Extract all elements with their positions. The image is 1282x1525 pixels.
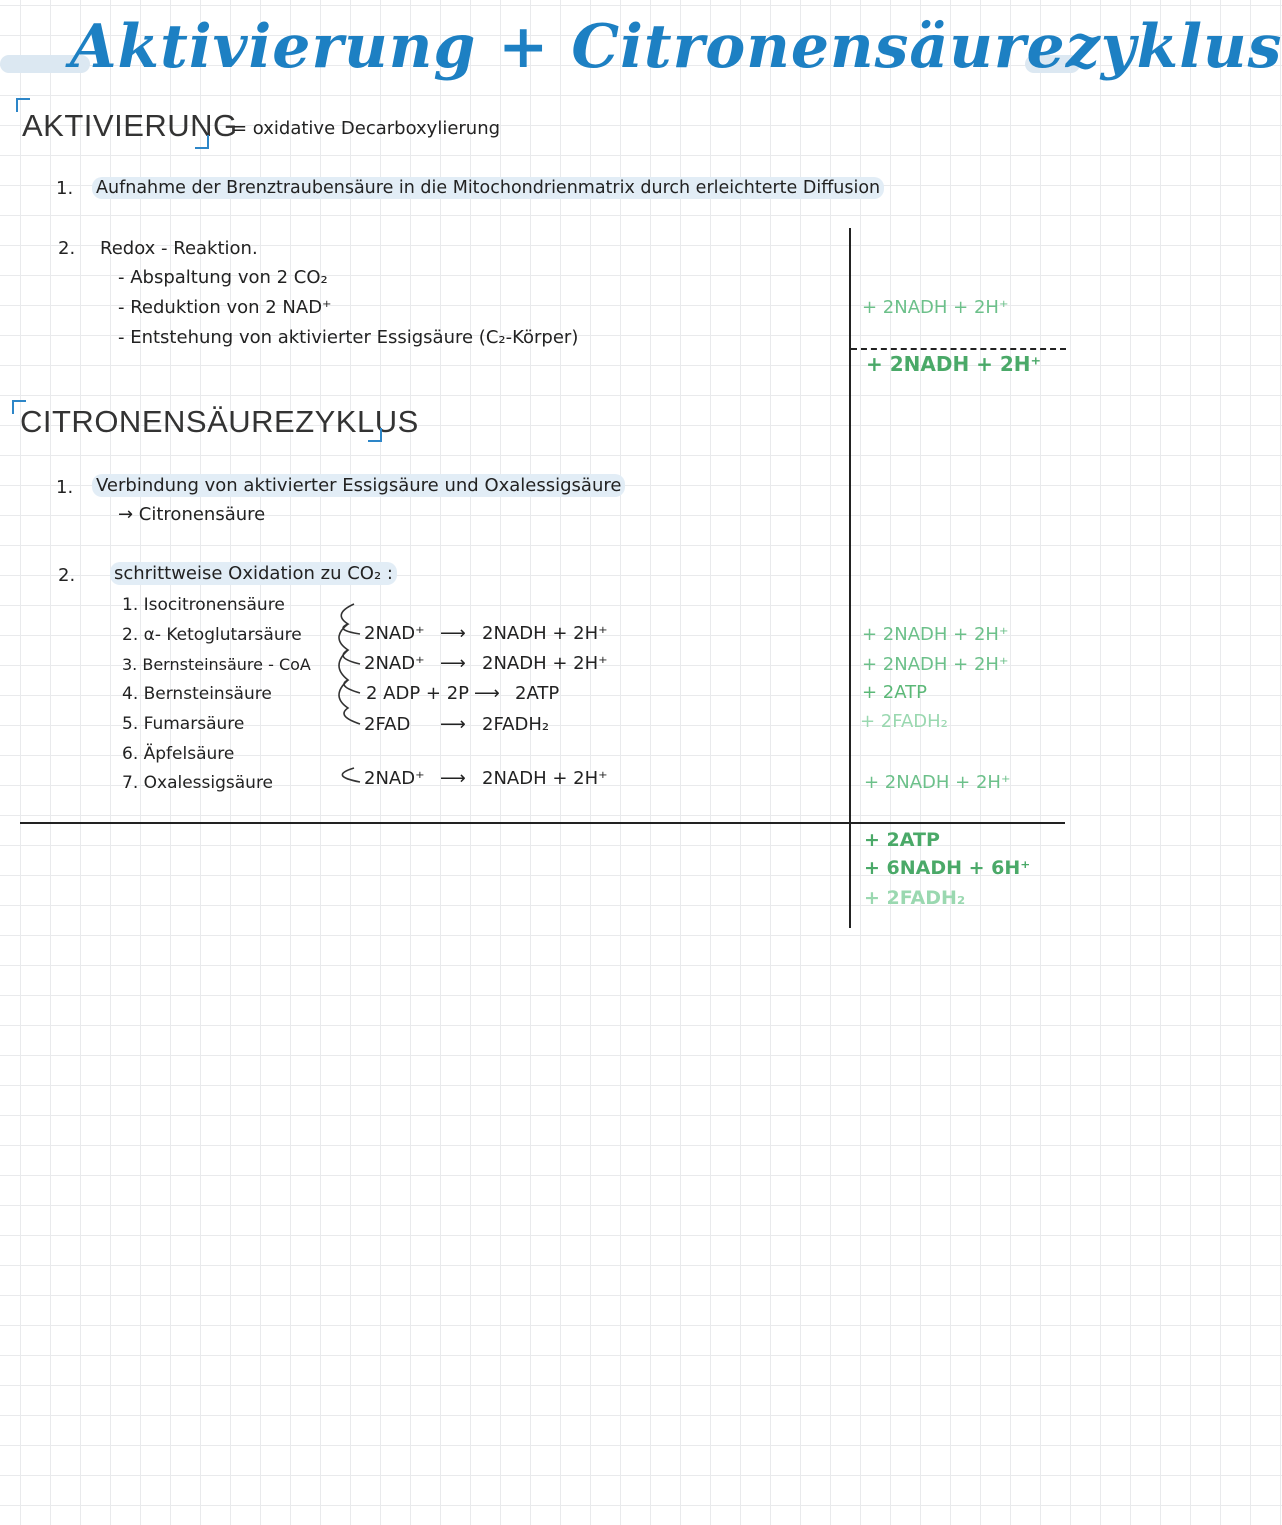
reaction-arrow: ⟶ (474, 683, 500, 704)
reaction-curved-arrows (326, 600, 366, 800)
zyklus-side-result: + 2NADH + 2H⁺ (862, 624, 1009, 645)
reaction-arrow: ⟶ (440, 623, 466, 644)
aktivierung-step1-text: Aufnahme der Brenztraubensäure in die Mitochondrienmatrix durch erleichterte Diffusion (92, 177, 884, 199)
reaction-to: 2NADH + 2H⁺ (482, 653, 608, 674)
zyklus-side-result: + 2ATP (862, 682, 928, 703)
section-heading-aktivierung: AKTIVIERUNG (22, 108, 238, 143)
aktivierung-side-total: + 2NADH + 2H⁺ (866, 352, 1042, 376)
substance-item: 3. Bernsteinsäure - CoA (122, 655, 311, 674)
zyklus-step2-text: schrittweise Oxidation zu CO₂ : (110, 562, 397, 585)
page-title: Aktivierung + Citronensäurezyklus (70, 12, 1282, 82)
aktivierung-bullet: - Entstehung von aktivierter Essigsäure (C₂-Körper) (118, 327, 579, 348)
reaction-arrow: ⟶ (440, 653, 466, 674)
aktivierung-bullet: - Reduktion von 2 NAD⁺ (118, 297, 332, 318)
zyklus-total-fadh2: + 2FADH₂ (864, 887, 966, 909)
heading-corner-bottom-right (195, 135, 209, 149)
zyklus-step2-number: 2. (58, 565, 76, 586)
zyklus-side-result: + 2NADH + 2H⁺ (862, 654, 1009, 675)
zyklus-step1-text: Verbindung von aktivierter Essigsäure und Oxalessigsäure (92, 474, 625, 497)
heading-corner-bottom-right (368, 428, 382, 442)
zyklus-side-result: + 2FADH₂ (860, 711, 948, 732)
aktivierung-definition: = oxidative Decarboxylierung (232, 118, 501, 139)
reaction-to: 2NADH + 2H⁺ (482, 768, 608, 789)
dashed-separator (851, 348, 1066, 350)
reaction-from: 2FAD (364, 714, 411, 735)
zyklus-total-atp: + 2ATP (864, 829, 940, 851)
reaction-arrow: ⟶ (440, 768, 466, 789)
reaction-to: 2FADH₂ (482, 714, 550, 735)
aktivierung-step1-number: 1. (56, 178, 74, 199)
aktivierung-step2-text: Redox - Reaktion. (100, 238, 258, 259)
reaction-from: 2NAD⁺ (364, 653, 425, 674)
zyklus-side-result: + 2NADH + 2H⁺ (864, 772, 1011, 793)
aktivierung-step2-number: 2. (58, 238, 76, 259)
substance-item: 7. Oxalessigsäure (122, 773, 274, 793)
substance-item: 2. α- Ketoglutarsäure (122, 625, 302, 645)
reaction-from: 2NAD⁺ (364, 768, 425, 789)
zyklus-step1-result: → Citronensäure (118, 504, 266, 525)
reaction-to: 2ATP (515, 683, 560, 704)
substance-item: 1. Isocitronensäure (122, 595, 285, 615)
reaction-arrow: ⟶ (440, 714, 466, 735)
substance-item: 4. Bernsteinsäure (122, 684, 272, 704)
zyklus-step1-number: 1. (56, 477, 74, 498)
reaction-to: 2NADH + 2H⁺ (482, 623, 608, 644)
horizontal-divider (20, 822, 1065, 824)
reaction-from: 2 ADP + 2P (366, 683, 470, 704)
substance-item: 5. Fumarsäure (122, 714, 245, 734)
substance-item: 6. Äpfelsäure (122, 744, 235, 764)
aktivierung-side-result: + 2NADH + 2H⁺ (862, 297, 1009, 318)
zyklus-total-nadh: + 6NADH + 6H⁺ (864, 857, 1031, 879)
section-heading-citronensaeurezyklus: CITRONENSÄUREZYKLUS (20, 404, 419, 439)
reaction-from: 2NAD⁺ (364, 623, 425, 644)
aktivierung-bullet: - Abspaltung von 2 CO₂ (118, 267, 328, 288)
